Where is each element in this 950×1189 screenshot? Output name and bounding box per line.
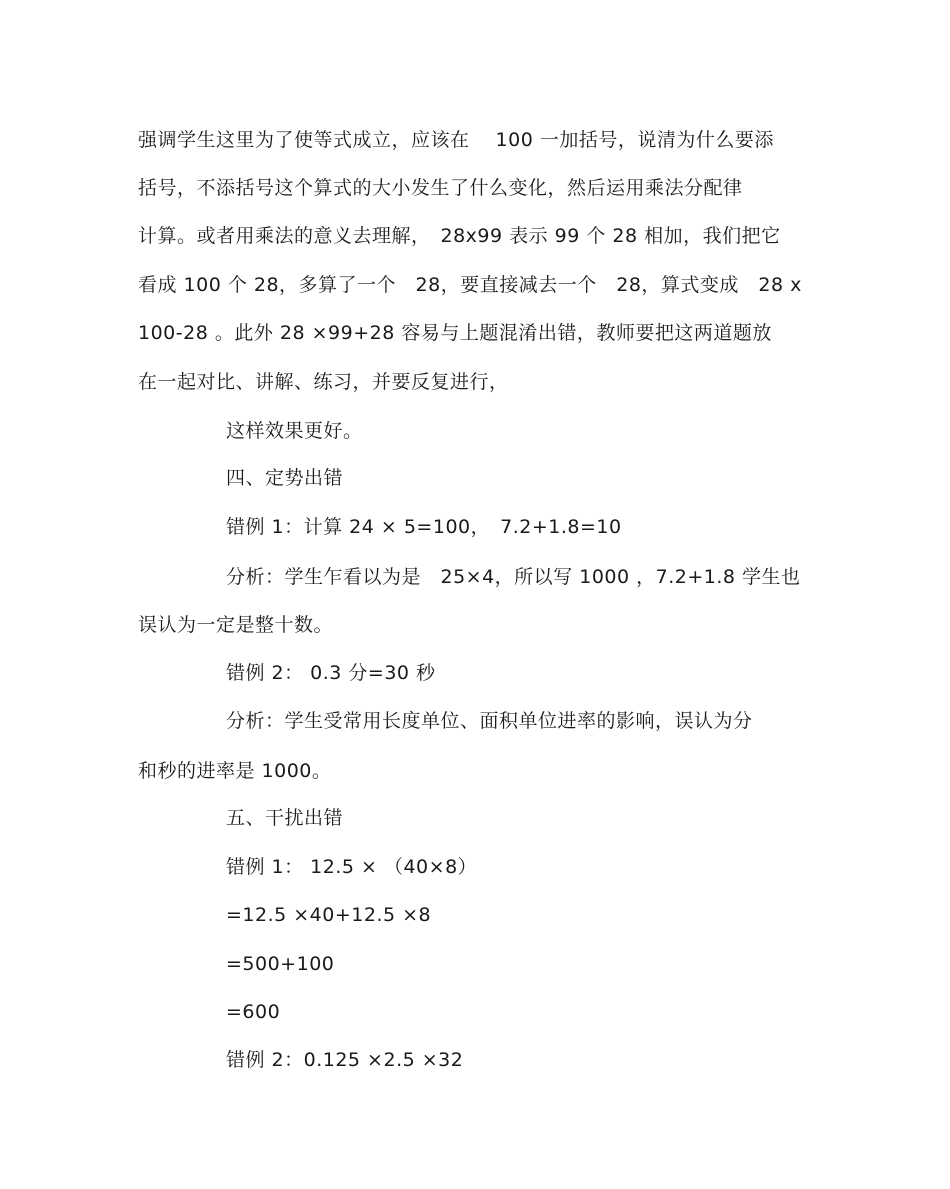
paragraph-line: 100-28 。此外 28 ×99+28 容易与上题混淆出错，教师要把这两道题放 [138,322,772,344]
example-line: 错例 2： 0.3 分=30 秒 [226,662,436,684]
example-line: 错例 1：计算 24 × 5=100， 7.2+1.8=10 [226,516,622,538]
calculation-line: =12.5 ×40+12.5 ×8 [226,904,432,926]
section-heading: 五、干扰出错 [226,807,344,829]
calculation-line: =600 [226,1001,281,1023]
paragraph-line: 在一起对比、讲解、练习，并要反复进行， [138,371,509,393]
paragraph-line: 误认为一定是整十数。 [138,614,334,636]
paragraph-line: 这样效果更好。 [226,420,363,442]
analysis-line: 分析：学生乍看以为是 25×4，所以写 1000 ，7.2+1.8 学生也 [226,566,801,588]
section-heading: 四、定势出错 [226,467,344,489]
paragraph-line: 看成 100 个 28，多算了一个 28，要直接减去一个 28，算式变成 28 x [138,274,802,296]
paragraph-line: 和秒的进率是 1000。 [138,760,332,782]
example-line: 错例 2：0.125 ×2.5 ×32 [226,1049,464,1071]
paragraph-line: 括号，不添括号这个算式的大小发生了什么变化，然后运用乘法分配律 [138,177,743,199]
example-line: 错例 1： 12.5 × （40×8） [226,856,478,878]
paragraph-line: 强调学生这里为了使等式成立，应该在 100 一加括号，说清为什么要添 [138,129,774,151]
calculation-line: =500+100 [226,953,335,975]
analysis-line: 分析：学生受常用长度单位、面积单位进率的影响，误认为分 [226,710,753,732]
paragraph-line: 计算。或者用乘法的意义去理解， 28x99 表示 99 个 28 相加，我们把它 [138,225,781,247]
